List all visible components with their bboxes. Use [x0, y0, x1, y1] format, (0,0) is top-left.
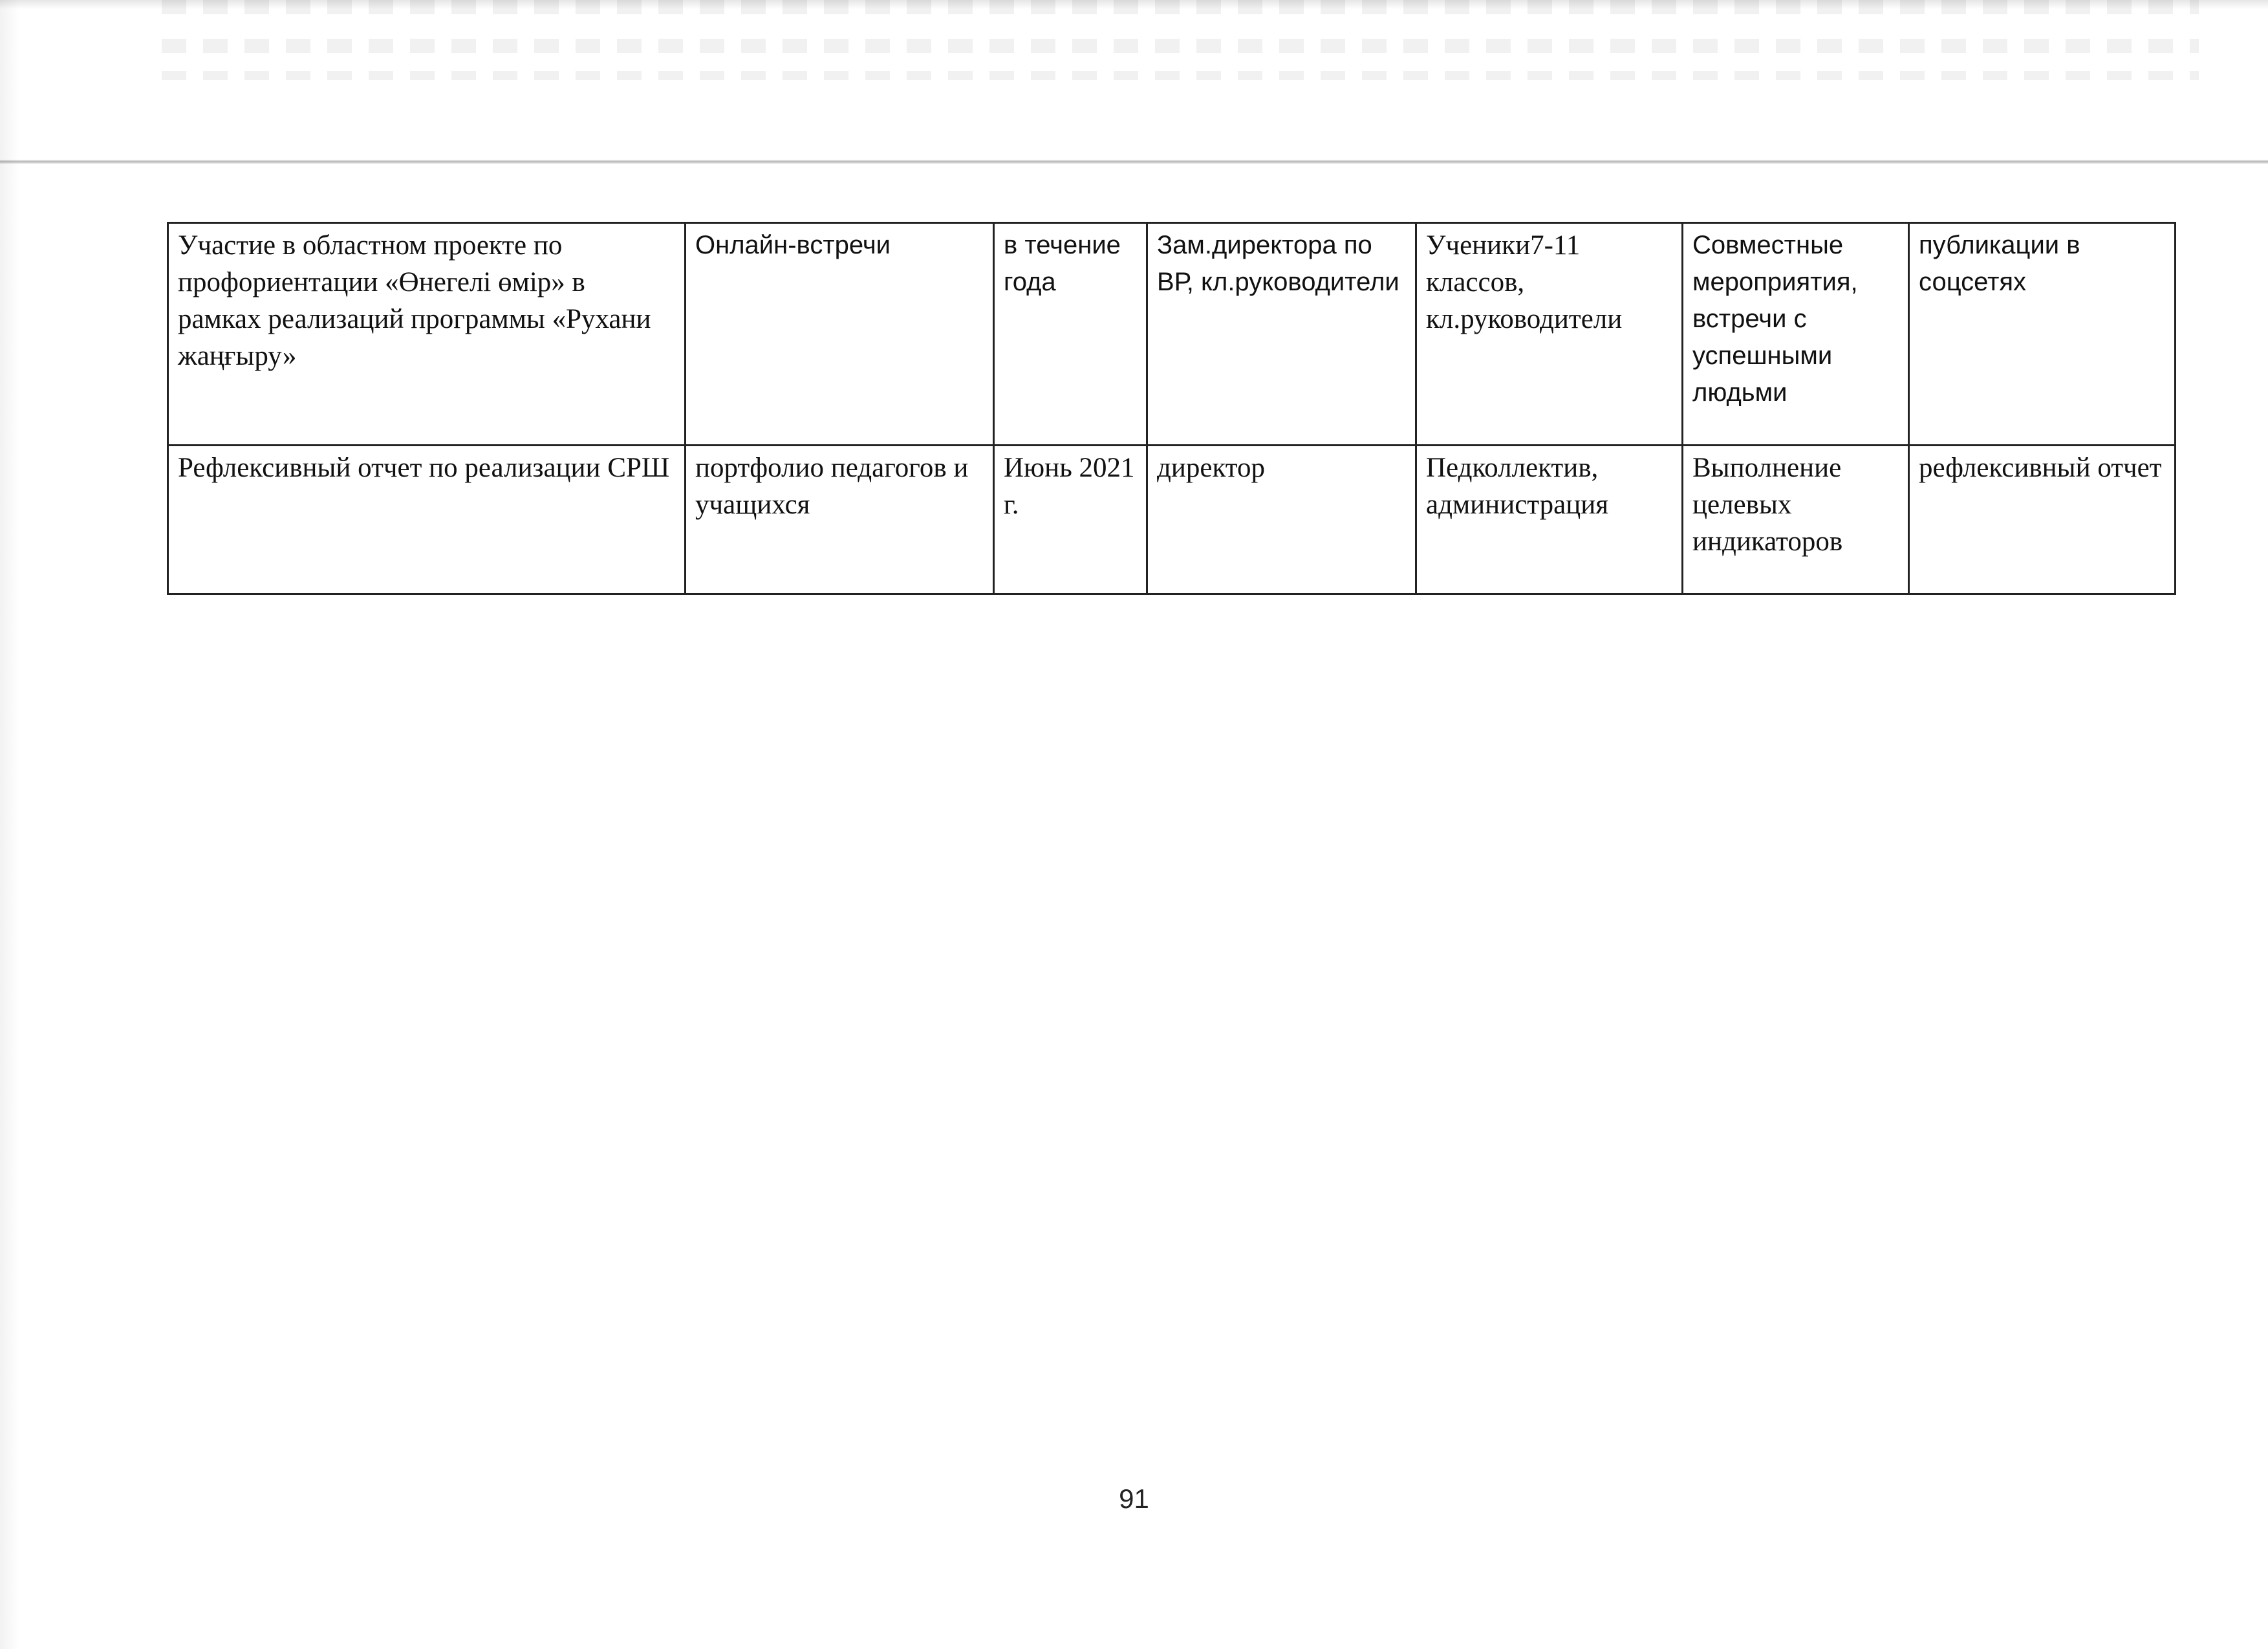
- cell-responsible: Зам.директора по ВР, кл.руководители: [1147, 223, 1416, 446]
- table-row: [168, 446, 2176, 594]
- scan-edge-shadow: [0, 0, 19, 1649]
- cell-result: Совместные мероприятия, встречи с успешными людьми: [1683, 223, 1909, 446]
- cell-event: Участие в областном проекте по профориентации «Өнегелі өмір» в рамках реализаций программы «Рухани жаңғыру»: [168, 223, 686, 446]
- cell-participants: Ученики7-11 классов, кл.руководители: [1416, 223, 1683, 446]
- cell-period: в течение года: [994, 223, 1147, 446]
- scan-fold-line: [0, 160, 2268, 164]
- cell-participants: Педколлектив, администрация: [1416, 446, 1683, 594]
- cell-result: Выполнение целевых индикаторов: [1683, 446, 1909, 594]
- table-row: [168, 223, 2176, 446]
- cell-event: Рефлексивный отчет по реализации СРШ: [168, 446, 686, 594]
- cell-output: рефлексивный отчет: [1909, 446, 2176, 594]
- plan-table: [167, 222, 2176, 595]
- cell-form: Онлайн-встречи: [686, 223, 994, 446]
- cell-output: публикации в соцсетях: [1909, 223, 2176, 446]
- cell-form: портфолио педагогов и учащихся: [686, 446, 994, 594]
- previous-page-bleed-through: [162, 0, 2199, 91]
- cell-period: Июнь 2021 г.: [994, 446, 1147, 594]
- page-number: 91: [1119, 1483, 1149, 1514]
- cell-responsible: директор: [1147, 446, 1416, 594]
